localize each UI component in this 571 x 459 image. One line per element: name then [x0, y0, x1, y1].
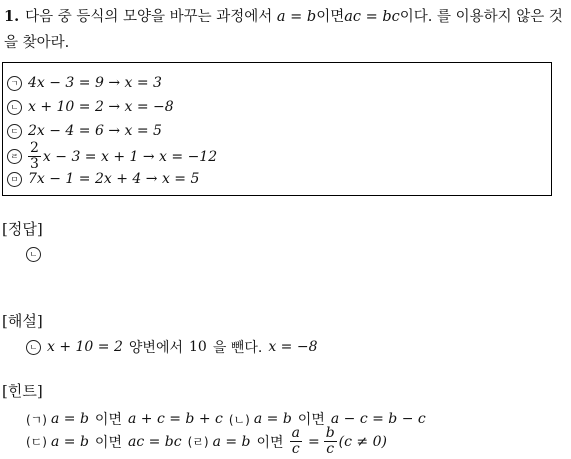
choice-1-expr: 4x − 3 = 9 → x = 3 [28, 75, 162, 91]
choice-2-marker: ㄴ [7, 100, 22, 115]
choice-3 [7, 123, 162, 139]
choice-3-expr: 2x − 4 = 6 → x = 5 [28, 123, 162, 139]
choice-1 [7, 75, 162, 91]
hint-3-cond: a = b [50, 433, 89, 450]
choice-2-expr: x + 10 = 2 → x = −8 [28, 99, 174, 115]
hint-4-cond: a = b [212, 433, 251, 450]
hint-4-frac-b [324, 426, 337, 457]
question-number: 1. [4, 8, 20, 25]
question-text-part1: 다음 중 등식의 모양을 바꾸는 과정에서 [25, 9, 277, 25]
explanation-num: 10 [189, 339, 207, 355]
explanation-label: [해설] [2, 312, 43, 330]
choice-1-marker: ㄱ [7, 76, 22, 91]
hint-label: [힌트] [2, 382, 43, 400]
hint-1-cond: a = b [50, 411, 89, 427]
hint-1-text: 이면 [94, 412, 122, 428]
hint-marker-1: (ㄱ) [26, 412, 47, 427]
hint-3-text: 이면 [94, 434, 122, 451]
choice-5-marker: ㅁ [7, 172, 22, 187]
explanation-text2: 을 뺀다. [212, 340, 263, 356]
answer-label: [정답] [2, 220, 43, 238]
answer-value [26, 247, 47, 262]
question-text [4, 4, 566, 56]
hint-2-result: a − c = b − c [330, 411, 426, 427]
choice-5-expr: 7x − 1 = 2x + 4 → x = 5 [28, 171, 200, 187]
hint-4-frac-b-num: b [325, 425, 335, 441]
explanation-text1: 양변에서 [128, 340, 183, 356]
choices-box [2, 62, 552, 196]
choice-4-frac-den: 3 [30, 156, 39, 172]
hint-4-frac-a-num: a [291, 425, 300, 441]
hint-4-eq: = [307, 433, 320, 450]
choice-2 [7, 99, 174, 115]
choice-4-fraction [28, 141, 41, 172]
hint-4-frac-b-den: c [326, 441, 335, 457]
hint-4-condition: (c ≠ 0) [338, 433, 387, 450]
question-text-part3: 이다. 를 이용하지 않은 것을 찾아라. [4, 9, 563, 51]
explanation-marker: ㄴ [26, 340, 41, 355]
hint-4-text: 이면 [256, 434, 284, 451]
answer-marker: ㄴ [26, 247, 41, 262]
explanation-expr1: x + 10 = 2 [47, 339, 123, 355]
choice-4-frac-num: 2 [30, 140, 39, 156]
hint-4-frac-a [290, 426, 302, 457]
choice-3-marker: ㄷ [7, 124, 22, 139]
hint-marker-2: (ㄴ) [228, 412, 250, 427]
question-text-part2: 이면 [316, 9, 345, 25]
choice-4 [7, 141, 217, 172]
explanation-line [26, 337, 317, 357]
condition-b: ac = bc [344, 9, 400, 25]
hint-marker-3: (ㄷ) [26, 435, 47, 449]
hint-marker-4: (ㄹ) [187, 435, 209, 449]
choice-5 [7, 171, 199, 187]
choice-4-expr: x − 3 = x + 1 → x = −12 [42, 148, 218, 165]
explanation-expr2: x = −8 [268, 339, 318, 355]
hint-4-frac-a-den: c [291, 441, 300, 457]
hint-3-result: ac = bc [127, 433, 182, 450]
hint-2-text: 이면 [297, 412, 325, 428]
hint-1-result: a + c = b + c [127, 411, 223, 427]
choice-4-marker: ㄹ [7, 149, 22, 164]
hint-2-cond: a = b [253, 411, 292, 427]
condition-a: a = b [276, 9, 317, 25]
hint-line-2 [26, 426, 387, 457]
